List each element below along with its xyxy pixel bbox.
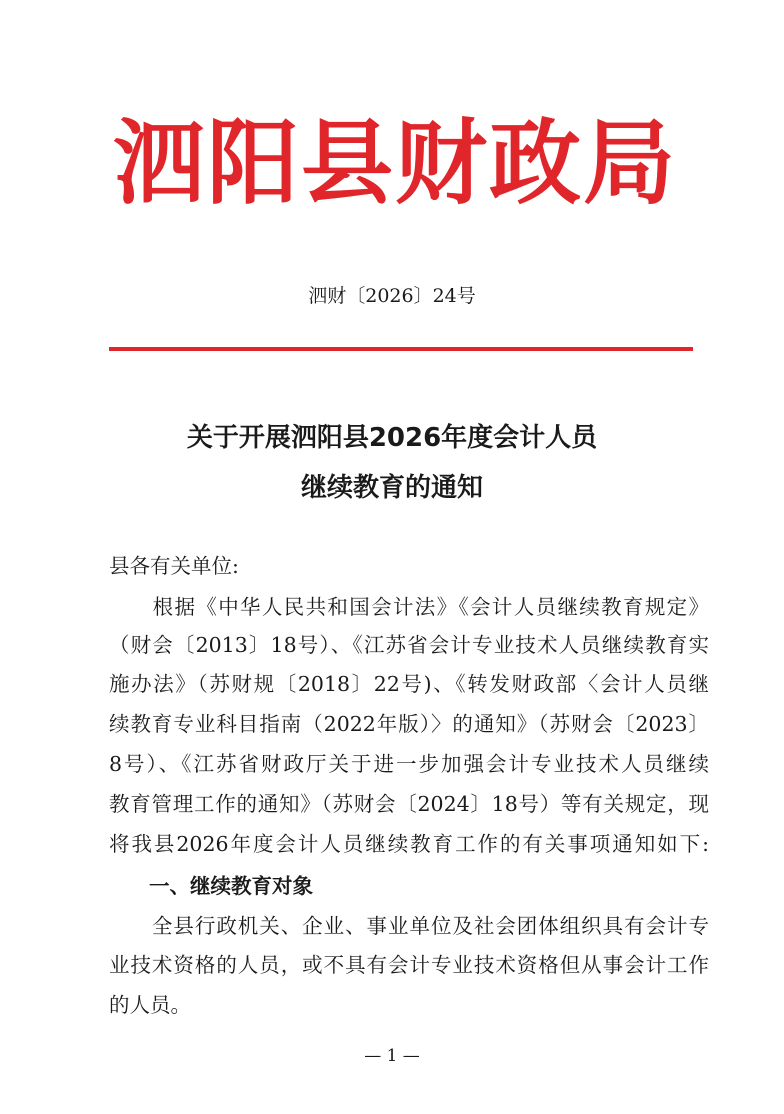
paragraph-line: 8号）、《江苏省财政厅关于进一步加强会计专业技术人员继续 — [109, 752, 709, 776]
title-line-2: 继续教育的通知 — [300, 473, 483, 503]
paragraph-line: 的人员。 — [109, 993, 191, 1017]
org-header: 泗阳县财政局 — [112, 109, 677, 217]
red-divider — [109, 347, 693, 351]
paragraph-line: （财会〔2013〕18号）、《江苏省会计专业技术人员继续教育实 — [109, 633, 709, 657]
doc-number: 泗财〔2026〕24号 — [308, 285, 476, 307]
addressee: 县各有关单位: — [109, 554, 239, 578]
paragraph-line: 根据《中华人民共和国会计法》《会计人员继续教育规定》 — [109, 595, 709, 619]
paragraph-line: 业技术资格的人员，或不具有会计专业技术资格但从事会计工作 — [109, 953, 709, 977]
paragraph-line: 将我县2026年度会计人员继续教育工作的有关事项通知如下: — [109, 832, 709, 856]
paragraph-line: 施办法》（苏财规〔2018〕22号)、《转发财政部〈会计人员继 — [109, 672, 709, 696]
paragraph-line: 续教育专业科目指南（2022年版）〉的通知》（苏财会〔2023〕 — [109, 712, 709, 736]
paragraph-line: 教育管理工作的通知》（苏财会〔2024〕18号）等有关规定，现 — [109, 792, 709, 816]
paragraph-line: 全县行政机关、企业、事业单位及社会团体组织具有会计专 — [109, 914, 709, 938]
section-heading: 一、继续教育对象 — [149, 874, 313, 898]
title-line-1: 关于开展泗阳县2026年度会计人员 — [186, 423, 598, 453]
page-number: — 1 — — [364, 1046, 420, 1066]
